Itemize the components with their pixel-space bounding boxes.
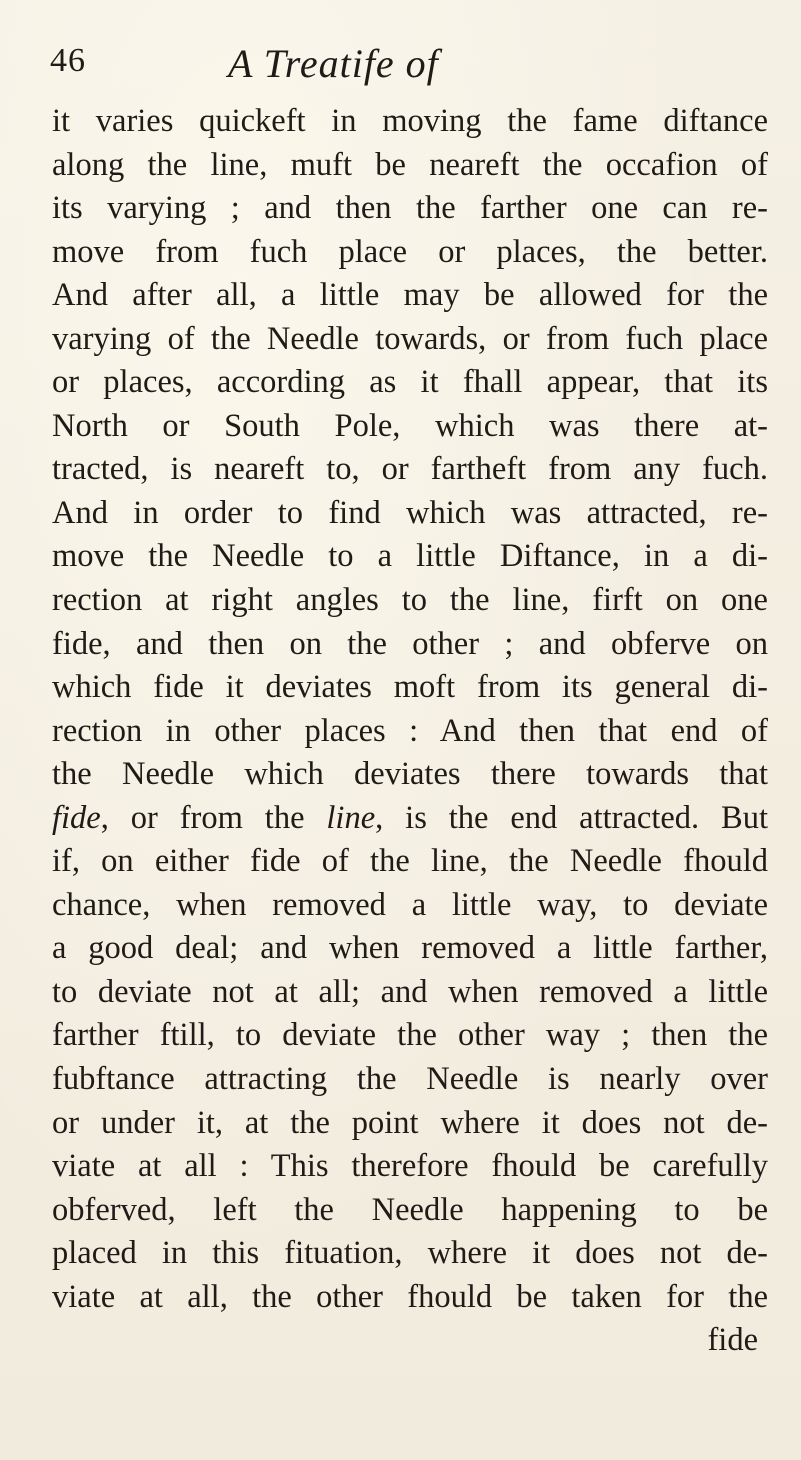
text-line: varying of the Needle towards, or from fuch place [52,320,768,357]
text-line: obferved, left the Needle happening to be [52,1191,768,1228]
text-line: if, on either fide of the line, the Needle fhould [52,843,768,880]
italic-word: line [326,799,376,836]
italic-word: fide [52,799,101,836]
text-span: , is the end attracted. But [375,799,768,836]
text-line: the Needle which deviates there towards that [52,756,768,793]
text-line: move the Needle to a little Diftance, in a di- [52,538,768,575]
page-header [50,40,750,90]
text-line: farther ftill, to deviate the other way ; then the [52,1017,768,1054]
text-line-with-italics [52,797,768,841]
page-number: 46 [50,42,86,79]
text-line: it varies quickeft in moving the fame diftance [52,103,768,139]
text-line: which fide it deviates moft from its general di- [52,669,768,706]
text-line: And after all, a little may be allowed for the [52,277,768,314]
text-line: or places, according as it fhall appear, that its [52,364,768,401]
text-line: chance, when removed a little way, to deviate [52,886,768,923]
text-line: placed in this fituation, where it does not de- [52,1235,768,1272]
text-line: rection at right angles to the line, firft on one [52,582,768,619]
catchword: fide [707,1322,758,1359]
body-text [52,100,768,1363]
text-line: And in order to find which was attracted, re- [52,494,768,531]
text-line: along the line, muft be neareft the occafion of [52,146,768,183]
running-head: A Treatife of [228,41,439,86]
text-line: tracted, is neareft to, or fartheft from any fuch. [52,451,768,488]
text-line: move from fuch place or places, the better. [52,233,768,270]
text-line: or under it, at the point where it does not de- [52,1104,768,1141]
text-line: viate at all : This therefore fhould be carefully [52,1148,768,1185]
text-span: , or from the [100,799,327,836]
text-line: a good deal; and when removed a little farther, [52,930,768,967]
text-line: its varying ; and then the farther one can re- [52,190,768,227]
text-line: fide, and then on the other ; and obferve on [52,625,768,662]
text-line: rection in other places : And then that end of [52,712,768,749]
text-line: to deviate not at all; and when removed a little [52,973,768,1010]
text-line: North or South Pole, which was there at- [52,407,768,444]
text-line: viate at all, the other fhould be taken for the [52,1278,768,1315]
text-line: fubftance attracting the Needle is nearly over [52,1061,768,1098]
